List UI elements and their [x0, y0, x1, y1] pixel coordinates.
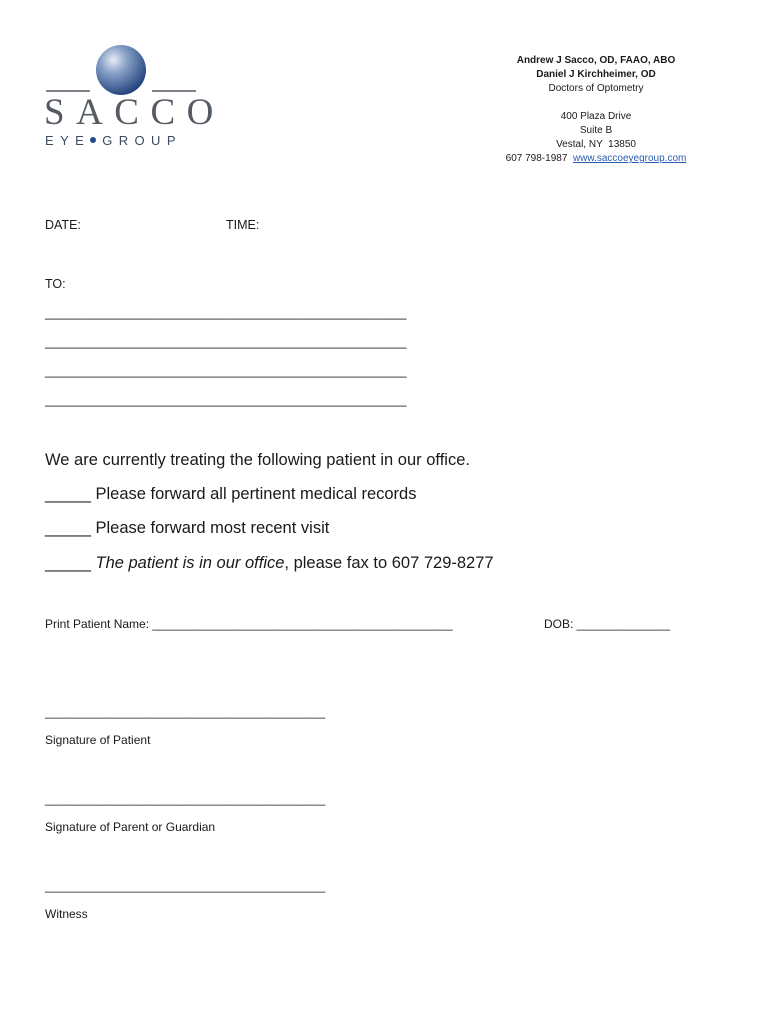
option-text: Please forward most recent visit	[95, 519, 330, 537]
signature-witness-line[interactable]: __________________________________________	[45, 879, 326, 893]
address-line-1: 400 Plaza Drive	[560, 111, 632, 122]
address-line-3: Vestal, NY 13850	[556, 139, 636, 150]
logo-tagline-eye: EYE	[45, 133, 91, 148]
to-line-3[interactable]: ____________________________________________________	[45, 364, 407, 378]
to-line-4[interactable]: ____________________________________________________	[45, 393, 407, 407]
globe-icon	[44, 44, 200, 96]
contact-line	[470, 152, 722, 166]
patient-name-field[interactable]: Print Patient Name: _____________________________________________	[45, 617, 453, 631]
option-text-italic: The patient is in our office	[95, 554, 285, 572]
option-text: Please forward all pertinent medical records	[95, 485, 417, 503]
signature-patient-line[interactable]: __________________________________________	[45, 705, 326, 719]
date-label: DATE:	[45, 218, 81, 232]
signature-guardian-label: Signature of Parent or Guardian	[45, 820, 216, 834]
option-blank[interactable]: _____	[45, 519, 91, 537]
option-text-rest: , please fax to 607 729-8277	[284, 554, 494, 572]
doctor-2: Daniel J Kirchheimer, OD	[536, 69, 656, 80]
option-forward-recent-visit[interactable]	[45, 519, 329, 538]
address-line-2: Suite B	[579, 125, 613, 136]
practice-title: Doctors of Optometry	[548, 83, 644, 94]
to-label: TO:	[45, 277, 66, 291]
option-blank[interactable]: _____	[45, 554, 91, 572]
time-label: TIME:	[226, 218, 260, 232]
intro-text: We are currently treating the following patient in our office.	[45, 451, 470, 469]
logo-name: SACCO	[44, 92, 225, 133]
sacco-eye-group-logo	[44, 44, 225, 154]
logo-tagline-group: GROUP	[102, 133, 182, 148]
logo-tagline	[45, 134, 205, 147]
signature-guardian-line[interactable]: __________________________________________	[45, 792, 326, 806]
option-blank[interactable]: _____	[45, 485, 91, 503]
dob-field[interactable]: DOB: ______________	[544, 617, 671, 631]
to-line-2[interactable]: ____________________________________________________	[45, 335, 407, 349]
phone-number: 607 798-1987	[505, 153, 568, 164]
doctor-1: Andrew J Sacco, OD, FAAO, ABO	[516, 55, 676, 66]
dot-icon	[90, 137, 96, 143]
practice-header	[470, 54, 722, 166]
signature-patient-label: Signature of Patient	[45, 733, 151, 747]
option-patient-in-office[interactable]	[45, 554, 494, 573]
website-link[interactable]: www.saccoeyegroup.com	[572, 153, 687, 164]
option-forward-records[interactable]	[45, 485, 416, 504]
to-line-1[interactable]: ____________________________________________________	[45, 306, 407, 320]
signature-witness-label: Witness	[45, 907, 88, 921]
